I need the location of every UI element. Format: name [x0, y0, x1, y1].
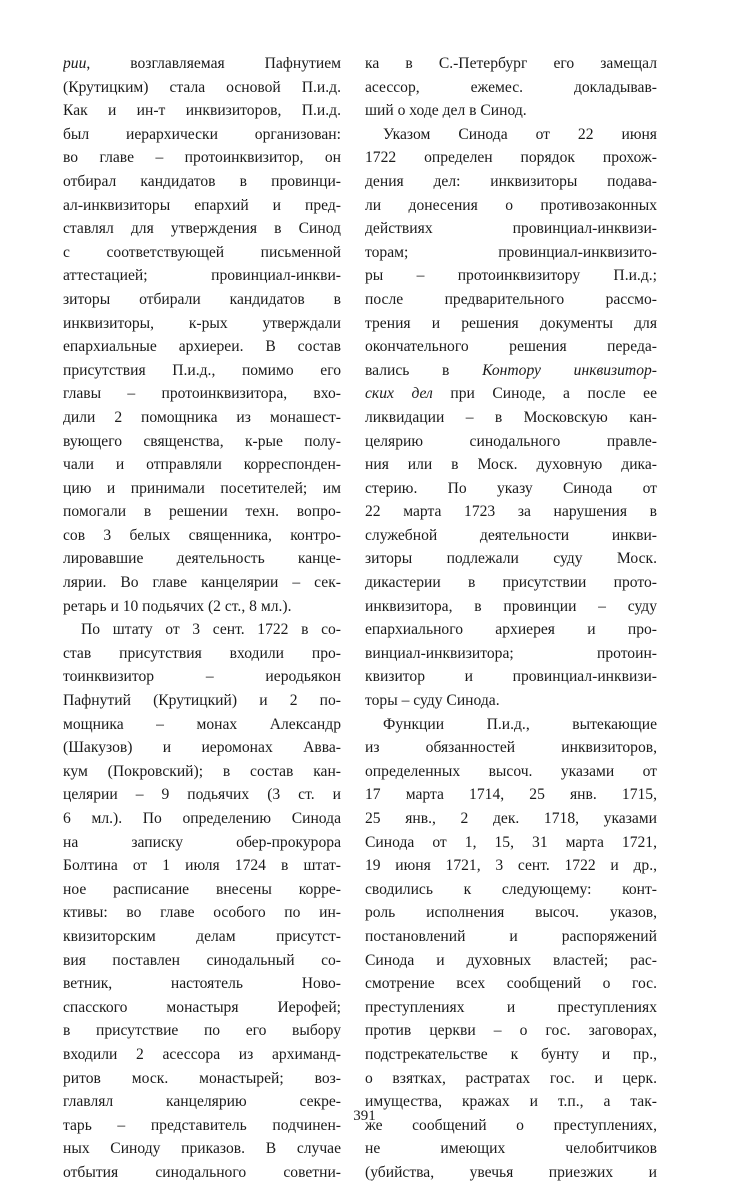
text-segment: аттестацией; провинциал-инкви- — [63, 267, 341, 285]
text-segment: инквизитора, в провинции – суду — [365, 597, 657, 615]
text-line — [365, 146, 657, 170]
text-segment: ли донесения о противозаконных — [365, 196, 657, 214]
text-line — [63, 264, 341, 288]
text-line — [365, 689, 657, 713]
text-line — [63, 713, 341, 737]
text-line — [365, 713, 657, 737]
text-line — [63, 335, 341, 359]
text-line — [365, 642, 657, 666]
text-line — [63, 217, 341, 241]
text-line — [365, 760, 657, 784]
text-segment: (убийства, увечья приезжих и — [365, 1163, 657, 1181]
text-segment: вующего священства, к-рые полу- — [63, 432, 341, 450]
text-segment: о взятках, растратах гос. и церк. — [365, 1069, 657, 1087]
text-segment: 17 марта 1714, 25 янв. 1715, — [365, 786, 657, 804]
text-line — [365, 854, 657, 878]
text-segment: кум (Покровский); в состав кан- — [63, 762, 341, 780]
text-segment: цию и принимали посетителей; им — [63, 479, 341, 497]
text-line — [365, 52, 657, 76]
text-line — [365, 736, 657, 760]
text-line — [365, 949, 657, 973]
text-line — [365, 901, 657, 925]
text-line — [63, 783, 341, 807]
text-segment: Синода и духовных властей; рас- — [365, 951, 657, 969]
text-line — [63, 878, 341, 902]
text-segment: зиторы подлежали суду Моск. — [365, 550, 657, 568]
text-segment: дения дел: инквизиторы подава- — [365, 172, 657, 190]
text-line — [365, 382, 657, 406]
text-line — [365, 524, 657, 548]
text-line — [63, 477, 341, 501]
text-segment: винциал-инквизитора; протоин- — [365, 644, 657, 662]
text-segment: По штату от 3 сент. 1722 в со- — [81, 621, 341, 639]
text-segment: 25 янв., 2 дек. 1718, указами — [365, 810, 657, 827]
text-line — [63, 430, 341, 454]
text-segment: подстрекательстве к бунту и пр., — [365, 1045, 657, 1063]
text-line — [365, 807, 657, 831]
text-segment: лировавшие деятельность канце- — [63, 550, 341, 568]
text-segment: не имеющих челобитчиков — [365, 1140, 657, 1158]
text-segment: 6 мл.). По определению Синода — [63, 810, 341, 827]
text-segment: из обязанностей инквизиторов, — [365, 739, 657, 757]
text-line — [63, 689, 341, 713]
text-segment: ктивы: во главе особого по ин- — [63, 904, 341, 922]
text-line — [63, 925, 341, 949]
text-line — [365, 288, 657, 312]
text-line — [365, 170, 657, 194]
text-segment: отбытия синодального советни- — [63, 1163, 341, 1181]
text-line — [365, 1043, 657, 1067]
text-line — [365, 1067, 657, 1091]
text-segment: Указом Синода от 22 июня — [383, 125, 657, 143]
text-line — [365, 996, 657, 1020]
text-line — [63, 665, 341, 689]
text-segment: епархиального архиерея и про- — [365, 621, 657, 639]
text-line — [365, 878, 657, 902]
text-segment: против церкви – о гос. заговорах, — [365, 1022, 657, 1040]
text-line — [63, 854, 341, 878]
text-line — [63, 241, 341, 265]
text-segment: целярию синодального правле- — [365, 432, 657, 450]
text-line — [63, 618, 341, 642]
text-line — [365, 335, 657, 359]
text-line — [365, 123, 657, 147]
text-segment: помогали в решении техн. вопро- — [63, 503, 341, 521]
text-segment: роль исполнения высоч. указов, — [365, 904, 657, 922]
text-segment: на записку обер-прокурора — [63, 833, 341, 851]
text-line — [63, 807, 341, 831]
text-segment: ставлял для утверждения в Синод — [63, 220, 341, 238]
text-segment: инквизиторы, к-рых утверждали — [63, 314, 341, 332]
text-segment: дили 2 помощника из монашест- — [63, 408, 341, 426]
text-segment: служебной деятельности инкви- — [365, 526, 657, 544]
text-line — [365, 76, 657, 100]
text-segment: ры – протоинквизитору П.и.д.; — [365, 267, 657, 285]
text-segment: ка в С.-Петербург его замещал — [365, 55, 657, 72]
text-segment: смотрение всех сообщений о гос. — [365, 975, 657, 993]
text-line — [63, 500, 341, 524]
text-segment: квизиторским делам присутст- — [63, 927, 341, 945]
text-line — [365, 241, 657, 265]
text-segment: (Шакузов) и иеромонах Авва- — [63, 739, 341, 757]
text-segment: отбирал кандидатов в провинци- — [63, 172, 341, 190]
text-segment: торам; провинциал-инквизито- — [365, 243, 657, 261]
text-segment: присутствия П.и.д., помимо его — [63, 361, 341, 379]
text-line — [365, 453, 657, 477]
text-line — [365, 217, 657, 241]
text-segment: ликвидации – в Московскую кан- — [365, 408, 657, 426]
text-line — [365, 595, 657, 619]
text-line — [365, 430, 657, 454]
text-segment: епархиальные архиереи. В состав — [63, 338, 341, 356]
text-line — [63, 123, 341, 147]
text-line — [365, 783, 657, 807]
text-segment: ветник, настоятель Ново- — [63, 975, 341, 993]
page-number: 391 — [353, 1108, 376, 1124]
text-line — [63, 1043, 341, 1067]
text-segment: ния или в Моск. духовную дика- — [365, 456, 657, 474]
text-segment: входили 2 асессора из архиманд- — [63, 1045, 341, 1063]
text-segment: мощника – монах Александр — [63, 715, 341, 733]
text-segment: определенных высоч. указами от — [365, 762, 657, 780]
text-segment: зиторы отбирали кандидатов в — [63, 290, 341, 308]
text-line — [365, 618, 657, 642]
text-segment: стерию. По указу Синода от — [365, 479, 657, 497]
text-line — [63, 312, 341, 336]
text-line — [63, 406, 341, 430]
text-line — [63, 1019, 341, 1043]
text-segment: Синода от 1, 15, 31 марта 1721, — [365, 833, 657, 851]
text-segment: ных Синоду приказов. В случае — [63, 1140, 341, 1158]
text-line — [63, 996, 341, 1020]
text-segment: чали и отправляли корреспонден- — [63, 456, 341, 474]
text-segment: сводились к следующему: конт- — [365, 880, 657, 898]
text-line — [365, 831, 657, 855]
text-line — [63, 76, 341, 100]
text-segment: в присутствие по его выбору — [63, 1022, 341, 1040]
text-line — [63, 99, 341, 123]
text-line — [365, 194, 657, 218]
text-segment: тарь – представитель подчинен- — [63, 1116, 341, 1134]
right-column — [365, 52, 657, 1185]
text-segment: асессор, ежемес. докладывав- — [365, 78, 657, 96]
text-segment: 22 марта 1723 за нарушения в — [365, 503, 657, 521]
text-line — [63, 52, 341, 76]
text-segment: окончательного решения переда- — [365, 338, 657, 356]
text-segment: же сообщений о преступлениях, — [365, 1116, 657, 1134]
text-segment: ретарь и 10 подьячих (2 ст., 8 мл.). — [63, 597, 292, 615]
text-segment: целярии – 9 подьячих (3 ст. и — [63, 786, 341, 804]
text-segment: вались в — [365, 361, 483, 379]
text-line — [365, 406, 657, 430]
text-segment: во главе – протоинквизитор, он — [63, 149, 341, 167]
text-segment: постановлений и распоряжений — [365, 927, 657, 945]
text-segment: ший о ходе дел в Синод. — [365, 102, 527, 120]
text-line — [365, 665, 657, 689]
text-segment: дикастерии в присутствии прото- — [365, 574, 657, 592]
text-line — [63, 524, 341, 548]
left-column — [63, 52, 341, 1185]
text-line — [63, 571, 341, 595]
text-segment: при Синоде, а после ее — [432, 385, 657, 403]
text-line — [365, 477, 657, 501]
text-segment: , возглавляемая Пафнутием — [86, 55, 341, 72]
text-line — [63, 146, 341, 170]
text-line — [365, 1161, 657, 1185]
text-segment: ное расписание внесены корре- — [63, 880, 341, 898]
text-line — [365, 99, 657, 123]
text-line — [63, 547, 341, 571]
text-line — [365, 571, 657, 595]
text-segment: сов 3 белых священника, контро- — [63, 526, 341, 544]
text-segment: Пафнутий (Крутицкий) и 2 по- — [63, 692, 341, 710]
text-line — [365, 925, 657, 949]
text-line — [365, 500, 657, 524]
text-line — [365, 972, 657, 996]
text-segment: 19 июня 1721, 3 сент. 1722 и др., — [365, 857, 657, 875]
text-line — [63, 359, 341, 383]
text-line — [365, 1137, 657, 1161]
italic-term: ских дел — [365, 385, 433, 403]
text-line — [63, 642, 341, 666]
text-segment: действиях провинциал-инквизи- — [365, 220, 657, 238]
text-segment: главы – протоинквизитора, вхо- — [63, 385, 341, 403]
text-segment: имущества, кражах и т.п., а так- — [365, 1093, 657, 1111]
text-segment: преступлениях и преступлениях — [365, 998, 657, 1016]
text-segment: с соответствующей письменной — [63, 243, 341, 261]
text-line — [63, 382, 341, 406]
text-segment: торы – суду Синода. — [365, 692, 500, 710]
text-segment: Функции П.и.д., вытекающие — [383, 715, 657, 733]
text-segment: тоинквизитор – иеродьякон — [63, 668, 341, 686]
text-line — [63, 972, 341, 996]
text-line — [63, 736, 341, 760]
text-segment: ал-инквизиторы епархий и пред- — [63, 196, 341, 214]
text-line — [365, 359, 657, 383]
text-line — [63, 453, 341, 477]
text-line — [63, 831, 341, 855]
text-line — [365, 312, 657, 336]
text-line — [63, 760, 341, 784]
text-segment: вия поставлен синодальный со- — [63, 951, 341, 969]
text-segment: спасского монастыря Иерофей; — [63, 998, 341, 1016]
text-line — [63, 194, 341, 218]
text-line — [365, 1019, 657, 1043]
italic-term: Контору инквизитор- — [482, 361, 657, 379]
text-line — [63, 1067, 341, 1091]
text-line — [63, 901, 341, 925]
text-segment: Болтина от 1 июля 1724 в штат- — [63, 857, 341, 875]
text-line — [63, 1161, 341, 1185]
text-line — [63, 595, 341, 619]
text-segment: (Крутицким) стала основой П.и.д. — [63, 78, 341, 96]
text-segment: Как и ин-т инквизиторов, П.и.д. — [63, 102, 341, 120]
text-line — [63, 1137, 341, 1161]
text-segment: после предварительного рассмо- — [365, 290, 657, 308]
text-line — [63, 949, 341, 973]
text-line — [63, 288, 341, 312]
text-line — [63, 170, 341, 194]
text-segment: трения и решения документы для — [365, 314, 657, 332]
text-line — [365, 264, 657, 288]
text-segment: главлял канцелярию секре- — [63, 1093, 341, 1111]
text-segment: 1722 определен порядок прохож- — [365, 149, 657, 167]
text-segment: квизитор и провинциал-инквизи- — [365, 668, 657, 686]
text-segment: был иерархически организован: — [63, 125, 341, 143]
text-line — [365, 547, 657, 571]
text-segment: лярии. Во главе канцелярии – сек- — [63, 574, 341, 592]
text-segment: ритов моск. монастырей; воз- — [63, 1069, 341, 1087]
italic-term: рии — [63, 55, 87, 72]
text-segment: став присутствия входили про- — [63, 644, 341, 662]
